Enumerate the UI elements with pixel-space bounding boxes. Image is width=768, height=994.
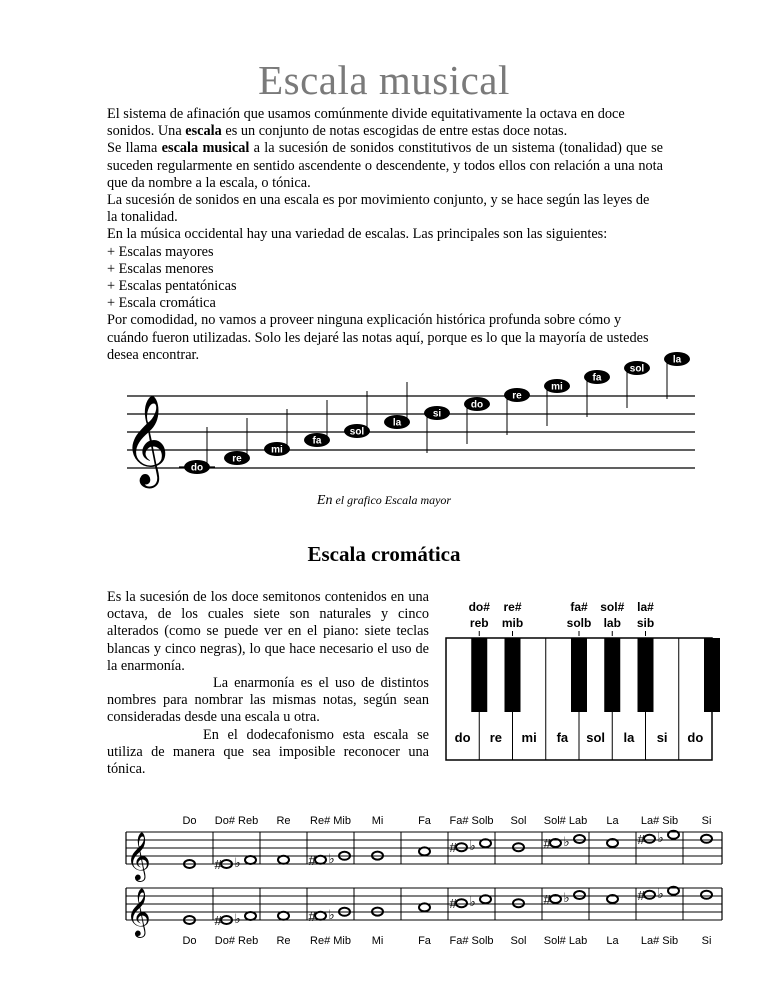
intro-paragraph-4: En la música occidental hay una variedad de escalas. Las principales son las siguientes:	[107, 226, 608, 243]
piano-sharp-labels	[469, 600, 655, 636]
chromatic-note-label: Re# Mib	[310, 815, 351, 827]
chromatic-note	[513, 899, 524, 907]
white-key-label: do	[687, 730, 704, 745]
svg-text:#: #	[543, 892, 551, 907]
intro-paragraph-3: La sucesión de sonidos en una escala es por movimiento conjunto, y se hace según las leyes de la tonalidad.	[107, 192, 650, 226]
flat-label: lab	[603, 616, 621, 630]
scale-note	[504, 388, 530, 435]
chromatic-note-label: Mi	[371, 815, 384, 827]
svg-text:#: #	[214, 913, 222, 928]
chromatic-note-label: La	[606, 935, 619, 947]
sharp-label: re#	[503, 600, 522, 614]
chromatic-note	[419, 903, 430, 911]
scale-note-label: sol	[349, 426, 365, 438]
chromatic-note-label: Re	[276, 935, 291, 947]
svg-text:#: #	[637, 831, 645, 847]
scale-list-item: + Escalas pentatónicas	[107, 278, 237, 295]
black-key	[704, 638, 720, 712]
chromatic-note	[215, 855, 257, 872]
chromatic-paragraph-2	[107, 675, 429, 727]
intro-p2-bold: escala musical	[161, 140, 250, 157]
black-key	[471, 638, 487, 712]
svg-text:♭: ♭	[328, 906, 335, 922]
scale-note	[424, 406, 450, 453]
white-key-label: sol	[586, 730, 606, 745]
white-key-label: mi	[521, 730, 537, 745]
chromatic-note	[215, 911, 257, 928]
chromatic-note-label: Fa	[418, 815, 431, 827]
scale-note-label: fa	[312, 435, 322, 447]
chromatic-staff-2-content	[126, 886, 722, 947]
chromatic-note-label: Do	[182, 935, 197, 947]
white-key-label: si	[656, 730, 668, 745]
scale-note	[224, 418, 250, 465]
scale-note	[624, 361, 650, 408]
scale-list-item: + Escalas menores	[107, 260, 214, 277]
chromatic-note-label: Fa# Solb	[449, 815, 494, 827]
scale-note-label: la	[392, 417, 402, 429]
intro-paragraph-5: Por comodidad, no vamos a proveer ninguna explicación histórica profunda sobre cómo y cuándo fueron utilizadas. Solo les dejaré las notas aquí, porque es lo que la mayoría de ustedes desea encontrar.	[107, 312, 649, 363]
major-scale-notes	[179, 352, 690, 474]
scale-note-label: si	[432, 408, 442, 420]
svg-text:♭: ♭	[234, 855, 241, 870]
chromatic-note-label: La# Sib	[640, 815, 679, 827]
chromatic-note-label: Do# Reb	[214, 935, 259, 947]
chromatic-note	[419, 847, 430, 855]
intro-p1-bold: escala	[185, 123, 222, 140]
scale-list-item: + Escala cromática	[107, 295, 216, 312]
chromatic-note-label: Fa	[418, 935, 431, 947]
svg-text:♭: ♭	[657, 885, 664, 901]
sharp-label: do#	[468, 600, 490, 614]
scale-list-item: + Escalas mayores	[107, 243, 214, 260]
svg-text:♭: ♭	[469, 838, 476, 854]
svg-text:#: #	[308, 852, 316, 868]
chromatic-note	[278, 912, 289, 920]
svg-text:#: #	[449, 840, 457, 856]
sharp-label: fa#	[570, 600, 588, 614]
figure-caption	[0, 493, 768, 509]
scale-note-label: sol	[629, 363, 645, 375]
treble-clef-icon: 𝄞	[126, 832, 151, 879]
flat-label: reb	[469, 616, 489, 630]
chromatic-note-label: Sol# Lab	[543, 815, 588, 827]
scale-note-label: mi	[271, 444, 283, 456]
scale-note-label: mi	[551, 381, 563, 393]
scale-note	[584, 370, 610, 417]
white-key-label: re	[489, 730, 503, 745]
flat-label: sib	[636, 616, 655, 630]
chromatic-note-label: Sol# Lab	[543, 935, 588, 947]
scale-note-label: do	[470, 399, 484, 411]
svg-text:#: #	[308, 908, 316, 924]
flat-label: mib	[501, 616, 524, 630]
intro-p2-part: Se llama	[107, 140, 162, 157]
treble-clef-icon: 𝄞	[123, 395, 170, 483]
white-key-label: la	[623, 730, 635, 745]
scale-note-label: la	[672, 354, 682, 366]
chromatic-note	[309, 851, 351, 868]
black-key	[505, 638, 521, 712]
svg-text:#: #	[637, 887, 645, 903]
caption-text: el grafico Escala mayor	[332, 493, 452, 507]
scale-note-label: re	[512, 390, 522, 402]
chromatic-note-label: Sol	[510, 935, 527, 947]
black-key	[571, 638, 587, 712]
chromatic-note-label: Fa# Solb	[449, 935, 494, 947]
chromatic-paragraph-1: Es la sucesión de los doce semitonos contenidos en una octava, de los cuales siete son naturales y cinco alterados (como se puede ver en el piano: siete teclas blancas y cinco negras), lo que hace necesario el uso de la enarmonía.	[107, 589, 429, 674]
chromatic-note-label: Mi	[371, 935, 384, 947]
svg-text:♭: ♭	[234, 911, 241, 926]
svg-text:♭: ♭	[328, 850, 335, 866]
black-key	[638, 638, 654, 712]
chromatic-note-label: La# Sib	[640, 935, 679, 947]
chromatic-note	[450, 838, 492, 855]
intro-text	[107, 106, 663, 364]
intro-p1-part: es un conjunto de notas escogidas de entre estas doce notas.	[221, 123, 568, 140]
treble-clef-icon: 𝄞	[126, 888, 151, 935]
chromatic-note	[278, 856, 289, 864]
intro-p2-part: a la sucesión de sonidos constitutivos de un sistema (tonalidad) que se suceden regularmente en sentido ascendente o descendente, y todos ellos con relación a una nota que da nombre a la escala, o tónica.	[107, 140, 663, 191]
chromatic-note	[309, 907, 351, 924]
svg-text:#: #	[214, 857, 222, 872]
major-scale-staff	[115, 354, 705, 483]
scale-note	[544, 379, 570, 426]
scale-note	[464, 397, 490, 444]
section-heading: Escala cromática	[307, 542, 461, 566]
chromatic-note-label: Si	[701, 935, 712, 947]
chromatic-note-label: La	[606, 815, 619, 827]
black-key	[604, 638, 620, 712]
chromatic-note-label: Re	[276, 815, 291, 827]
svg-text:♭: ♭	[469, 894, 476, 910]
chromatic-paragraph-3	[107, 727, 429, 779]
scale-note	[384, 382, 410, 429]
chromatic-note	[450, 894, 492, 911]
chromatic-note-label: Do	[182, 815, 197, 827]
chromatic-text	[107, 589, 429, 778]
scale-note-label: fa	[592, 372, 602, 384]
chromatic-staff-2	[118, 880, 726, 950]
page-title: Escala musical	[258, 57, 510, 103]
intro-p1-part: El sistema de afinación que usamos comúnmente divide equitativamente la octava en doce sonidos. Una	[107, 106, 625, 140]
chromatic-note	[513, 843, 524, 851]
scale-note	[664, 352, 690, 399]
caption-lead: En	[316, 493, 333, 508]
svg-text:#: #	[543, 836, 551, 851]
svg-text:♭: ♭	[563, 834, 570, 849]
chromatic-note-label: Si	[701, 815, 712, 827]
svg-text:♭: ♭	[563, 890, 570, 905]
piano-keyboard	[446, 596, 712, 760]
chromatic-note	[701, 835, 712, 843]
chromatic-p2-text: La enarmonía es el uso de distintos nombres para nombrar las mismas notas, según sean consideradas desde una escala u otra.	[107, 675, 429, 726]
chromatic-note-label: Re# Mib	[310, 935, 351, 947]
scale-note-label: re	[232, 453, 242, 465]
intro-paragraph-2	[107, 140, 663, 192]
flat-label: solb	[566, 616, 592, 630]
scale-note-label: do	[190, 462, 204, 474]
svg-text:♭: ♭	[657, 829, 664, 845]
white-key-label: fa	[556, 730, 569, 745]
chromatic-note-label: Sol	[510, 815, 527, 827]
chromatic-p3-text: En el dodecafonismo esta escala se utiliza de manera que sea imposible reconocer una tónica.	[107, 726, 429, 778]
sharp-label: la#	[637, 600, 654, 614]
sharp-label: sol#	[600, 600, 625, 614]
white-key-label: do	[454, 730, 471, 745]
chromatic-note	[701, 891, 712, 899]
staff-lines	[127, 396, 695, 468]
svg-text:#: #	[449, 896, 457, 912]
scale-note	[304, 400, 330, 447]
chromatic-staff-1-content	[126, 815, 722, 882]
chromatic-staff-1	[118, 808, 726, 879]
chromatic-note-label: Do# Reb	[214, 815, 259, 827]
intro-paragraph-1	[107, 106, 663, 140]
